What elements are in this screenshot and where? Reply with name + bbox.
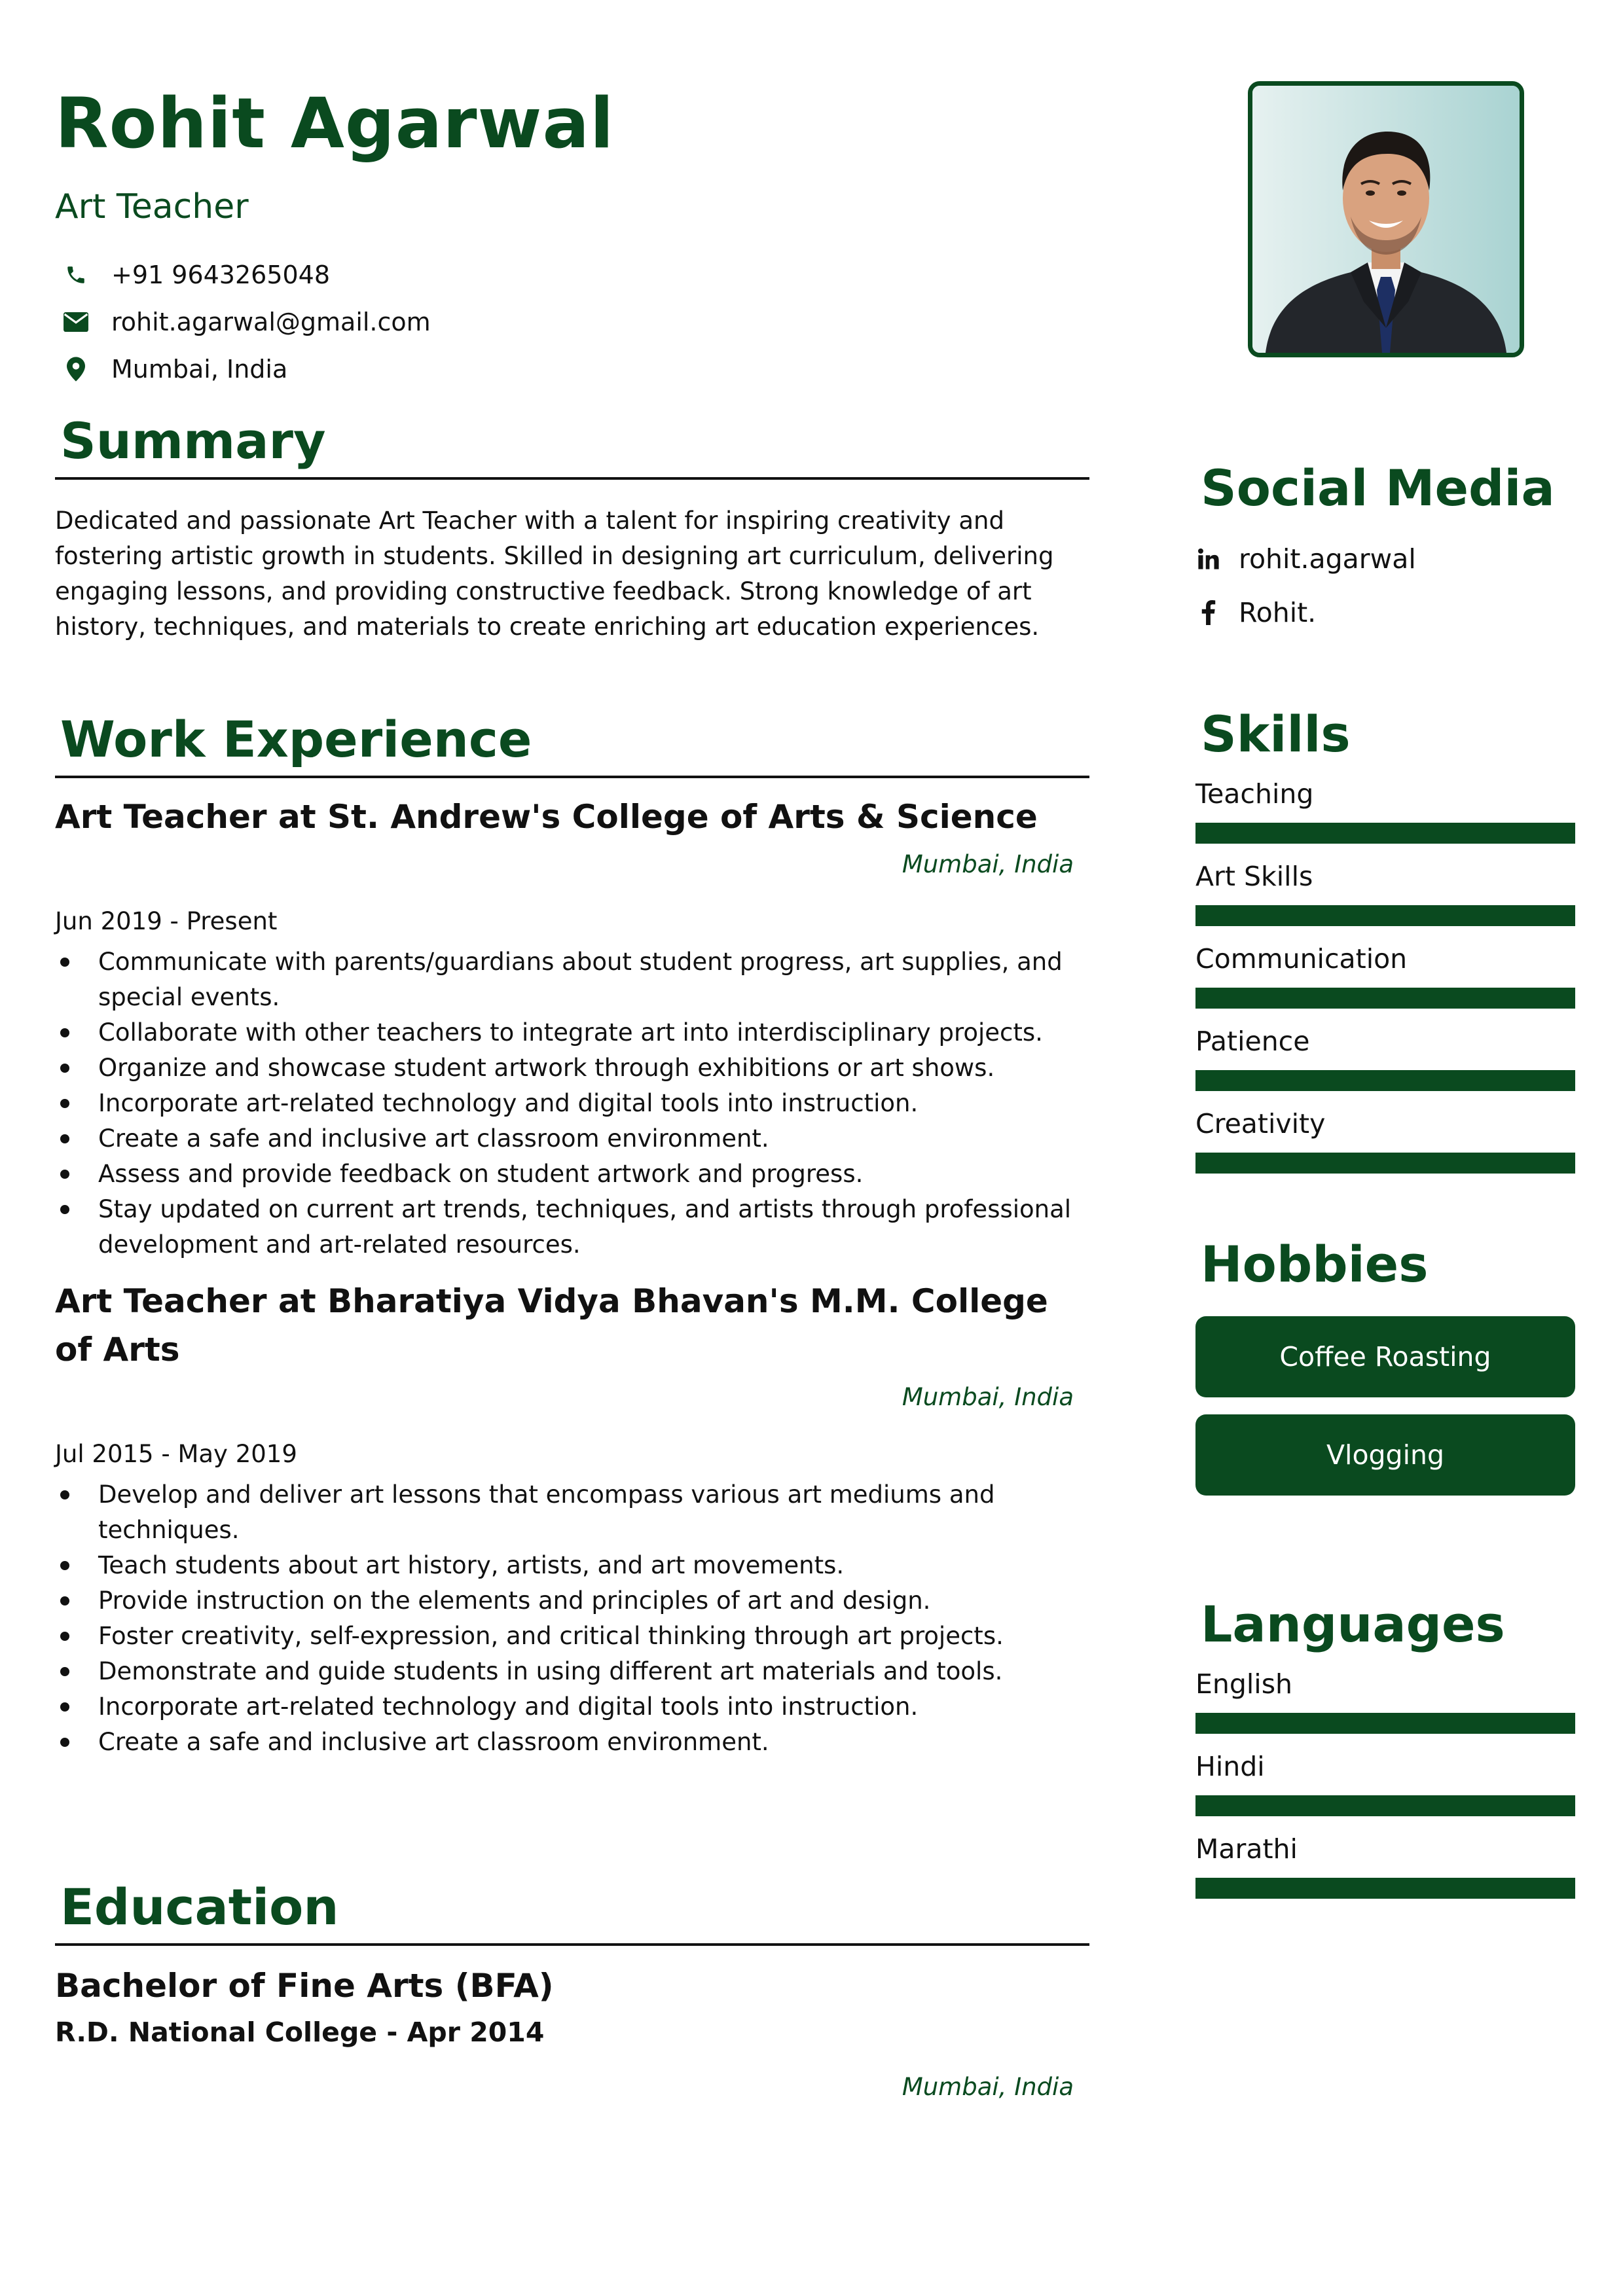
language-item (1195, 1833, 1575, 1899)
skill-item (1195, 1026, 1575, 1091)
job-entry (55, 793, 1089, 1263)
job-dates: Jul 2015 - May 2019 (55, 1440, 297, 1469)
skills-heading: Skills (1201, 705, 1351, 763)
skill-bar-fill (1195, 905, 1575, 926)
email-address: rohit.agarwal@gmail.com (111, 308, 431, 336)
skill-bar-fill (1195, 1153, 1575, 1174)
language-bar (1195, 1878, 1575, 1899)
map-pin-icon (63, 356, 89, 382)
phone-number: +91 9643265048 (111, 260, 331, 289)
avatar-illustration (1252, 86, 1520, 353)
skill-bar-fill (1195, 823, 1575, 844)
language-bar (1195, 1713, 1575, 1734)
languages-heading: Languages (1201, 1595, 1505, 1653)
hobby-chip: Vlogging (1195, 1414, 1575, 1496)
responsibility-item: Stay updated on current art trends, techniques, and artists through professional development and art-related resources. (55, 1192, 1089, 1263)
section-divider (55, 477, 1089, 480)
responsibility-item: Create a safe and inclusive art classroom environment. (55, 1121, 1089, 1157)
envelope-icon (63, 309, 89, 335)
job-location: Mumbai, India (902, 850, 1074, 879)
job-dates: Jun 2019 - Present (55, 907, 278, 936)
language-bar (1195, 1795, 1575, 1816)
skill-item (1195, 1108, 1575, 1174)
candidate-name: Rohit Agarwal (55, 83, 615, 164)
skill-bar (1195, 1153, 1575, 1174)
education-school: R.D. National College - Apr 2014 (55, 2017, 545, 2049)
hobby-chip: Coffee Roasting (1195, 1316, 1575, 1397)
language-item (1195, 1751, 1575, 1816)
responsibility-item: Incorporate art-related technology and digital tools into instruction. (55, 1086, 1089, 1121)
responsibility-item: Collaborate with other teachers to integrate art into interdisciplinary projects. (55, 1015, 1089, 1050)
education-degree: Bachelor of Fine Arts (BFA) (55, 1967, 554, 2005)
contact-location (63, 346, 431, 393)
language-label: English (1195, 1668, 1293, 1700)
responsibility-item: Assess and provide feedback on student artwork and progress. (55, 1157, 1089, 1192)
social-facebook[interactable] (1201, 586, 1580, 639)
skill-bar (1195, 823, 1575, 844)
social-media-heading: Social Media (1201, 459, 1555, 517)
contact-email (63, 298, 431, 346)
location-text: Mumbai, India (111, 355, 288, 384)
skill-bar-fill (1195, 988, 1575, 1009)
skills-section (1195, 704, 1575, 1174)
language-label: Hindi (1195, 1751, 1265, 1783)
education-location: Mumbai, India (902, 2073, 1074, 2102)
language-bar-fill (1195, 1795, 1575, 1816)
skill-bar-fill (1195, 1070, 1575, 1091)
skill-item (1195, 943, 1575, 1009)
language-label: Marathi (1195, 1833, 1298, 1865)
education-section (55, 1877, 1089, 2101)
skill-label: Creativity (1195, 1108, 1326, 1140)
skill-label: Art Skills (1195, 861, 1313, 893)
skill-bar (1195, 988, 1575, 1009)
language-item (1195, 1668, 1575, 1734)
responsibility-item: Communicate with parents/guardians about student progress, art supplies, and special events. (55, 944, 1089, 1015)
skill-label: Communication (1195, 943, 1408, 975)
responsibility-item: Organize and showcase student artwork through exhibitions or art shows. (55, 1050, 1089, 1086)
contact-phone (63, 251, 431, 298)
linkedin-icon (1195, 548, 1222, 570)
summary-section (55, 411, 1089, 645)
phone-icon (63, 262, 89, 288)
summary-heading: Summary (60, 412, 326, 470)
social-media-section (1201, 458, 1580, 639)
work-experience-section (55, 709, 1089, 1760)
responsibility-item: Demonstrate and guide students in using different art materials and tools. (55, 1654, 1089, 1689)
responsibility-item: Provide instruction on the elements and principles of art and design. (55, 1583, 1089, 1619)
responsibility-item: Incorporate art-related technology and digital tools into instruction. (55, 1689, 1089, 1725)
job-responsibilities (55, 1477, 1089, 1760)
facebook-icon (1195, 600, 1222, 625)
profile-photo (1248, 81, 1524, 357)
skill-item (1195, 861, 1575, 926)
linkedin-handle: rohit.agarwal (1239, 543, 1416, 575)
responsibility-item: Create a safe and inclusive art classroom environment. (55, 1725, 1089, 1760)
summary-text: Dedicated and passionate Art Teacher with a talent for inspiring creativity and fostering artistic growth in students. Skilled in designing art curriculum, delivering engaging lessons, and providing constructive feedback. Strong knowledge of art history, techniques, and materials to create enriching art education experiences. (55, 507, 1054, 641)
hobbies-heading: Hobbies (1201, 1235, 1429, 1293)
job-entry (55, 1277, 1089, 1760)
language-bar-fill (1195, 1878, 1575, 1899)
languages-section (1195, 1594, 1575, 1899)
skill-item (1195, 778, 1575, 844)
skill-label: Teaching (1195, 778, 1314, 810)
hobbies-section (1195, 1234, 1575, 1496)
responsibility-item: Teach students about art history, artists, and art movements. (55, 1548, 1089, 1583)
job-title: Art Teacher at St. Andrew's College of Arts & Science (55, 798, 1038, 836)
job-responsibilities (55, 944, 1089, 1263)
skill-label: Patience (1195, 1026, 1310, 1058)
responsibility-item: Foster creativity, self-expression, and critical thinking through art projects. (55, 1619, 1089, 1654)
contact-list (63, 251, 431, 393)
work-experience-heading: Work Experience (60, 710, 532, 768)
section-divider (55, 1943, 1089, 1946)
language-bar-fill (1195, 1713, 1575, 1734)
responsibility-item: Develop and deliver art lessons that encompass various art mediums and techniques. (55, 1477, 1089, 1548)
job-location: Mumbai, India (902, 1383, 1074, 1412)
candidate-title: Art Teacher (55, 187, 249, 226)
education-heading: Education (60, 1878, 339, 1936)
social-linkedin[interactable] (1201, 532, 1580, 586)
section-divider (55, 776, 1089, 778)
facebook-handle: Rohit. (1239, 597, 1317, 629)
skill-bar (1195, 905, 1575, 926)
skill-bar (1195, 1070, 1575, 1091)
job-title: Art Teacher at Bharatiya Vidya Bhavan's M.M. College of Arts (55, 1282, 1048, 1369)
